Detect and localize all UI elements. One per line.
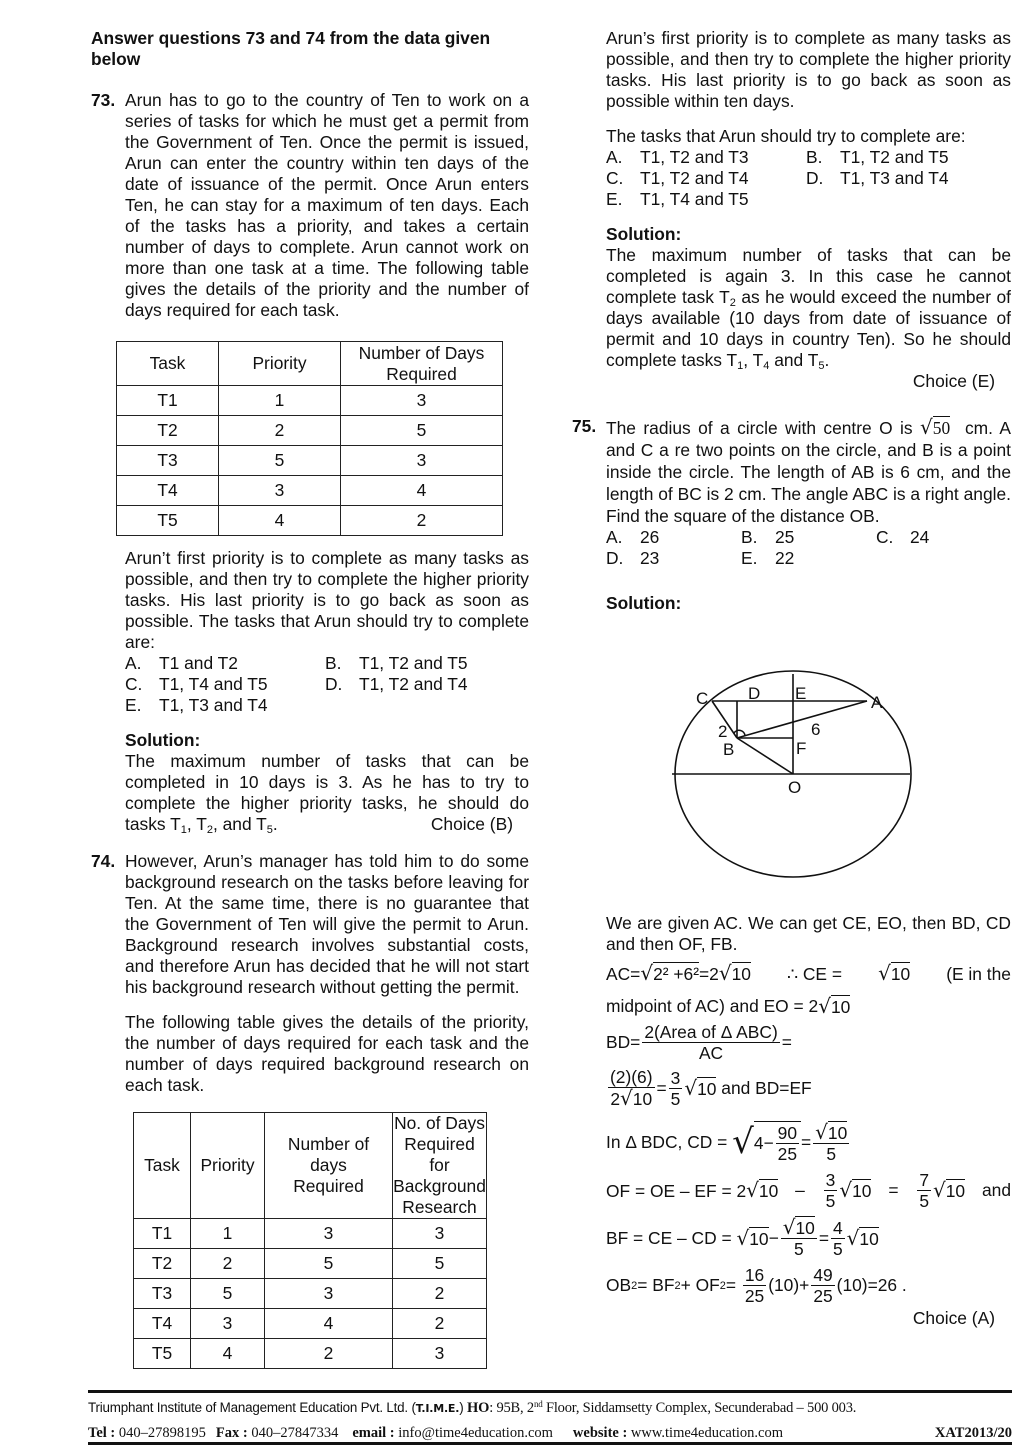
math-line-ob: OB 2 = BF 2 + OF 2 = $\frac{16}{25}$ (10)+ $\frac{49}{25}$ (10) =26 .	[606, 1265, 907, 1306]
math-line-bd: BD= $\frac{\text{2(Area of Δ ABC)}}{AC}$ =	[606, 1022, 792, 1063]
question-75	[572, 416, 1011, 614]
svg-text:D: D	[748, 684, 761, 703]
option-c[interactable]: C. T1, T4 and T5	[125, 674, 268, 694]
email-link[interactable]: info@time4education.com	[398, 1425, 553, 1441]
table-cell: 3	[265, 1279, 393, 1309]
option-b[interactable]: B. T1, T2 and T5	[806, 147, 949, 167]
question-text: However, Arun’s manager has told him to do some background research on the tasks before leaving for Ten. At the same time, there is no guarantee that the Government of Ten will give the permit to Arun. Background research involves substantial costs, and therefore Arun has decided that he will not start his background research without getting the permit.	[125, 851, 529, 997]
solution-heading: Solution:	[606, 224, 682, 244]
question-number: 74.	[91, 851, 116, 871]
table-cell: T3	[134, 1279, 191, 1309]
option-b[interactable]: B. 25	[741, 527, 795, 547]
math-line-bd-value: $\frac{(2)(6)}{2√10}$ = $\frac{3}{5}$ √ 10 and BD=EF	[610, 1067, 812, 1110]
table-cell: 3	[265, 1219, 393, 1249]
option-a[interactable]: A. 26	[606, 527, 660, 547]
solution-text: The maximum number of tasks that can be completed is again 3. In this case he cannot complete task $T_2$ as he would exceed the number of days available (10 days from date of issuance of permit and 10 days in country Ten). So he should complete tasks $T_1$, $T_4$ and $T_5$.	[606, 245, 1011, 372]
website-link[interactable]: www.time4education.com	[630, 1425, 783, 1441]
option-e[interactable]: E. T1, T3 and T4	[125, 695, 268, 715]
table-cell: 2	[265, 1339, 393, 1369]
svg-text:2: 2	[718, 722, 728, 741]
math-line-cd: In Δ BDC, CD = √ 4− $\frac{90}{25}$ = $\frac{√10}{5}$	[606, 1119, 848, 1164]
table-row	[134, 1309, 487, 1339]
table-cell: T4	[134, 1309, 191, 1339]
table-cell: 3	[393, 1219, 487, 1249]
table-cell: 4	[219, 506, 341, 536]
table-row	[117, 416, 503, 446]
table-cell: 4	[191, 1339, 265, 1369]
left-column	[91, 28, 529, 1369]
math-line-ac: AC=√2² +6²=2√10 ∴ CE = √10 (E in the	[606, 961, 1011, 985]
math-line-eo: midpoint of AC) and EO = 2 √ 10	[606, 994, 851, 1018]
table-cell: 1	[219, 386, 341, 416]
question-number: 73.	[91, 90, 116, 110]
question-text-2: The following table gives the details of the priority, the number of days required for each task and the number of days required background research on each task.	[125, 1012, 529, 1095]
worked-solution	[606, 913, 1011, 1329]
table-cell: T5	[134, 1339, 191, 1369]
svg-text:F: F	[796, 739, 807, 758]
footer-rule-bottom	[88, 1442, 1012, 1445]
table-cell: 2	[393, 1309, 487, 1339]
table-cell: 3	[341, 446, 503, 476]
option-e[interactable]: E. 22	[741, 548, 795, 568]
table-row	[134, 1339, 487, 1369]
svg-text:A: A	[871, 693, 883, 712]
question-followup: Arun’t first priority is to complete as many tasks as possible, and then try to complete the higher priority tasks. His last priority is to go back as soon as possible. The tasks that Arun should try to complete are:	[125, 548, 529, 652]
table-row	[117, 476, 503, 506]
table-cell: 3	[341, 386, 503, 416]
section-header: Answer questions 73 and 74 from the data given below	[91, 28, 491, 69]
task-table-1	[116, 341, 503, 536]
table-header: Priority	[219, 342, 341, 386]
table-cell: 5	[265, 1249, 393, 1279]
svg-text:E: E	[795, 684, 807, 703]
table-cell: T2	[117, 416, 219, 446]
table-cell: 3	[393, 1339, 487, 1369]
table-row	[134, 1219, 487, 1249]
option-e[interactable]: E. T1, T4 and T5	[606, 189, 749, 209]
table-cell: 2	[341, 506, 503, 536]
footer-contact-line: Tel : 040–27898195 Fax : 040–27847334 email : info@time4education.com website : www.time4education.com XAT2013/20	[88, 1419, 1012, 1444]
table-cell: 2	[393, 1279, 487, 1309]
solution-text: The maximum number of tasks that can be completed in 10 days is 3. As he has to try to complete the higher priority tasks, he should do tasks $T_1$, $T_2$, and $T_5$. Choice (B)	[125, 751, 529, 836]
svg-text:6: 6	[811, 720, 821, 739]
table-row	[117, 386, 503, 416]
options-73	[125, 653, 529, 716]
table-cell: T1	[134, 1219, 191, 1249]
table-cell: 5	[219, 446, 341, 476]
svg-text:C: C	[696, 689, 709, 708]
option-d[interactable]: D. T1, T3 and T4	[806, 168, 949, 188]
table-cell: 5	[341, 416, 503, 446]
question-text: The radius of a circle with centre O is √50 cm. A and C a re two points on the circle, and B is a point inside the circle. The length of AB is 6 cm, and the length of BC is 2 cm. The angle ABC is a right angle. Find the square of the distance OB.	[606, 415, 1011, 526]
math-line-of: OF = OE – EF = 2√10 – $\frac{3}{5}$ √ 10 = $\frac{7}{5}$ √ 10 and	[606, 1170, 1011, 1211]
sqrt-symbol: √	[920, 415, 933, 439]
page-footer	[88, 1390, 1012, 1444]
table-cell: 5	[191, 1279, 265, 1309]
options-75	[606, 527, 1011, 569]
option-c[interactable]: C. T1, T2 and T4	[606, 168, 749, 188]
option-d[interactable]: D. 23	[606, 548, 660, 568]
table-row	[134, 1249, 487, 1279]
question-73-continued	[91, 548, 529, 835]
table-cell: 3	[219, 476, 341, 506]
table-row	[117, 506, 503, 536]
option-b[interactable]: B. T1, T2 and T5	[325, 653, 468, 673]
line-bo	[737, 738, 793, 774]
task-table-2	[133, 1112, 487, 1369]
table-header: Number of Days Required	[341, 342, 503, 386]
table-row	[134, 1279, 487, 1309]
question-prompt: The tasks that Arun should try to complete are:	[606, 126, 966, 146]
option-a[interactable]: A. T1, T2 and T3	[606, 147, 749, 167]
question-74-continued: Arun’s first priority is to complete as many tasks as possible, and then try to complete the higher priority tasks. His last priority is to go back as soon as possible within ten days.	[606, 28, 1011, 111]
question-number: 75.	[572, 416, 597, 436]
options-74	[606, 147, 1011, 210]
table-cell: 2	[219, 416, 341, 446]
table-cell: 4	[265, 1309, 393, 1339]
svg-text:O: O	[788, 778, 802, 797]
table-cell: T5	[117, 506, 219, 536]
table-cell: T2	[134, 1249, 191, 1279]
footer-address-line: Triumphant Institute of Management Education Pvt. Ltd. (T.I.M.E.) HO: 95B, 2nd Floor, Siddamsetty Complex, Secunderabad – 500 003.	[88, 1399, 857, 1416]
math-line-bf: BF = CE – CD = √ 10 − $\frac{√10}{5}$ = $\frac{4}{5}$ √ 10	[606, 1215, 879, 1259]
option-c[interactable]: C. 24	[876, 527, 930, 547]
circle-diagram	[660, 670, 920, 890]
table-row	[117, 446, 503, 476]
solution-intro: We are given AC. We can get CE, EO, then BD, CD and then OF, FB.	[606, 913, 1011, 954]
table-cell: 2	[191, 1249, 265, 1279]
table-cell: 5	[393, 1249, 487, 1279]
table-header: Task	[117, 342, 219, 386]
svg-text:B: B	[723, 740, 735, 759]
table-header: No. of Days Required for Background Research	[393, 1113, 486, 1217]
option-d[interactable]: D. T1, T2 and T4	[325, 674, 468, 694]
question-73	[91, 90, 529, 321]
table-cell: T1	[117, 386, 219, 416]
table-cell: 3	[191, 1309, 265, 1339]
table-header: Task	[134, 1113, 191, 1219]
table-header: Number of days Required	[265, 1113, 393, 1219]
choice-answer: Choice (A)	[912, 1308, 995, 1328]
line-ba	[737, 701, 867, 738]
page-code: XAT2013/20	[934, 1425, 1012, 1441]
question-text: Arun has to go to the country of Ten to work on a series of tasks for which he must get a permit from the Government of Ten. Once the permit is issued, Arun can enter the country within ten days of the date of issuance of the permit. Once Arun enters Ten, he can stay for a maximum of ten days. Each of the tasks has a priority, and takes a certain number of days to complete. Arun cannot work on more than one task at a time. The following table gives the details of the priority and the number of days required for each task.	[125, 90, 529, 320]
question-74	[91, 851, 529, 1096]
option-a[interactable]: A. T1 and T2	[125, 653, 238, 673]
solution-heading: Solution:	[606, 593, 682, 613]
table-header: Priority	[191, 1113, 265, 1219]
table-cell: 1	[191, 1219, 265, 1249]
choice-answer: Choice (B)	[430, 814, 513, 834]
table-cell: T3	[117, 446, 219, 476]
right-column	[572, 28, 1011, 614]
table-cell: T4	[117, 476, 219, 506]
table-cell: 4	[341, 476, 503, 506]
choice-answer: Choice (E)	[912, 371, 995, 391]
solution-heading: Solution:	[125, 730, 201, 750]
